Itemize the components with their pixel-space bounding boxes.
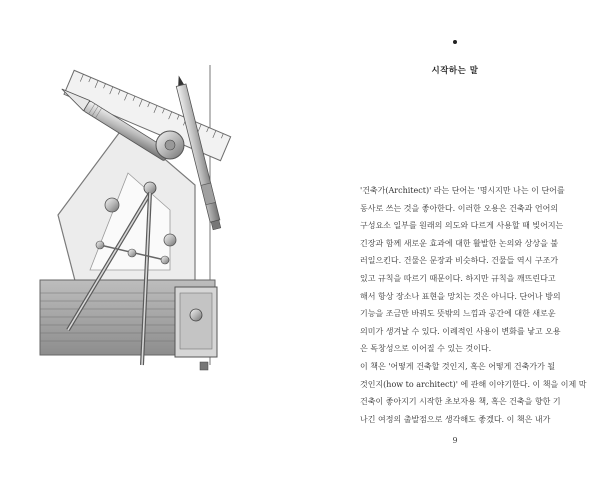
text-line: 은 독창성으로 이어질 수 있는 것이다. xyxy=(360,344,492,354)
text-line: 건축이 좋아지기 시작한 초보자용 책, 혹은 건축을 향한 기 xyxy=(360,397,561,407)
text-line: 해서 항상 장소나 표현을 망치는 것은 아니다. 단어나 방의 xyxy=(360,291,561,301)
paragraph xyxy=(352,182,565,358)
text-line: 나긴 여정의 출발점으로 생각해도 좋겠다. 이 책은 내가 xyxy=(360,414,551,424)
drafting-tools-illustration xyxy=(20,65,280,385)
bullet-dot xyxy=(453,40,457,44)
text-line: 러일으킨다. 건물은 문장과 비슷하다. 건물들 역시 구조가 xyxy=(360,256,559,266)
text-line: 의미가 생겨날 수 있다. 이례적인 사용이 변화를 낳고 오용 xyxy=(360,326,561,336)
text-line: 긴장과 함께 새로운 효과에 대한 활발한 논의와 상상을 불 xyxy=(360,238,559,248)
text-line: 이 책은 '어떻게 건축할 것인지, 혹은 어떻게 건축가가 될 xyxy=(360,361,556,371)
chapter-title: 시작하는 말 xyxy=(431,66,479,76)
text-line: 것인지(how to architect)' 에 관해 이야기한다. 이 책을 이제 막 xyxy=(360,379,587,389)
body-text xyxy=(352,182,587,428)
page-number: 9 xyxy=(452,436,458,445)
text-line: 있고 규칙을 따르기 때문이다. 하지만 규칙을 깨뜨린다고 xyxy=(360,273,556,283)
paragraph xyxy=(352,358,587,428)
text-line: 구성요소 일부를 원래의 의도와 다르게 사용할 때 빚어지는 xyxy=(360,221,564,231)
text-line: '건축가(Architect)' 라는 단어는 '명시지만 나는 이 단어를 xyxy=(360,186,565,195)
text-line: 기능을 조금만 바꿔도 뜻밖의 느낌과 공간에 대한 새로운 xyxy=(360,309,556,319)
text-line: 동사로 쓰는 것을 좋아한다. 이러한 오용은 건축과 언어의 xyxy=(360,203,559,213)
